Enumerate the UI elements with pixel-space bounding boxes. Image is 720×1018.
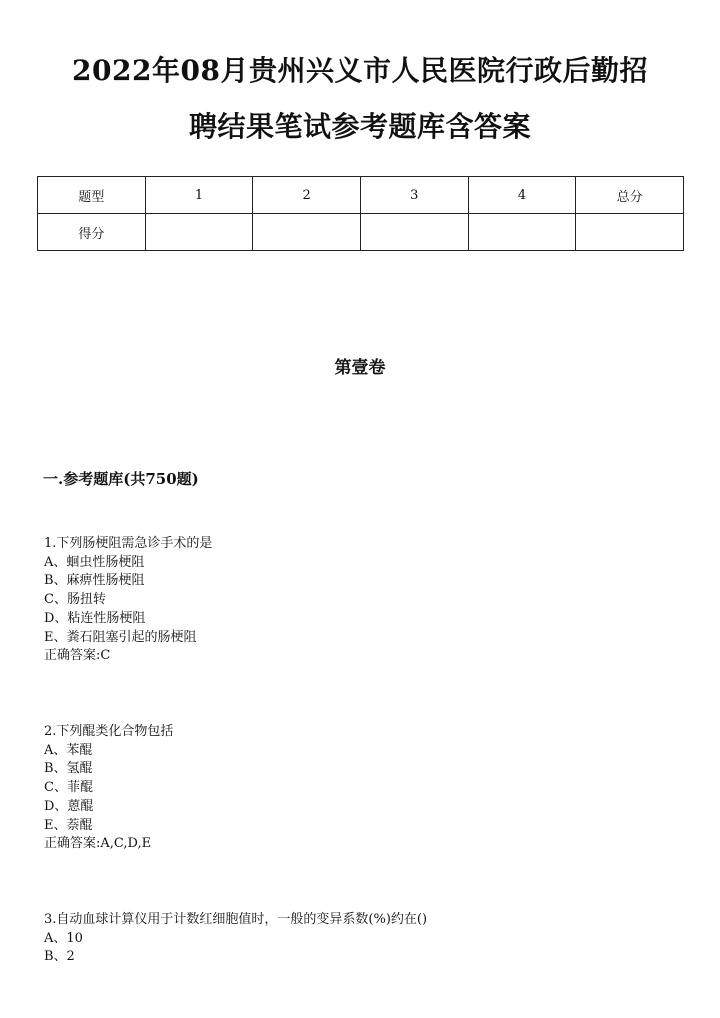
score-table-cell: 3 (360, 177, 468, 214)
score-table-cell (253, 214, 361, 251)
question-stem: 3.自动血球计算仪用于计数红细胞值时，一般的变异系数(%)约在() (44, 912, 428, 927)
question-option: E、粪石阻塞引起的肠梗阻 (44, 629, 197, 645)
document-title-line-1: 2022年08月贵州兴义市人民医院行政后勤招 (72, 54, 648, 87)
question-3 (44, 911, 427, 967)
score-table-cell (145, 214, 253, 251)
question-option: C、菲醌 (44, 780, 93, 796)
question-option: A、苯醌 (44, 742, 93, 758)
volume-label: 第壹卷 (334, 358, 386, 378)
score-table-cell: 1 (145, 177, 253, 214)
score-table-cell (576, 214, 684, 251)
question-stem: 2.下列醌类化合物包括 (44, 724, 174, 739)
score-table (37, 176, 684, 251)
score-table-cell: 得分 (38, 214, 146, 251)
score-table-cell (360, 214, 468, 251)
question-option: D、粘连性肠梗阻 (44, 610, 146, 626)
question-stem: 1.下列肠梗阻需急诊手术的是 (44, 536, 213, 551)
question-option: B、2 (44, 949, 75, 965)
question-2 (44, 723, 173, 854)
score-table-cell: 题型 (38, 177, 146, 214)
score-table-cell (468, 214, 576, 251)
question-option: A、10 (44, 930, 83, 946)
score-table-cell: 2 (253, 177, 361, 214)
question-option: C、肠扭转 (44, 592, 106, 608)
question-1 (44, 535, 212, 666)
score-table-cell: 4 (468, 177, 576, 214)
question-option: B、麻痹性肠梗阻 (44, 573, 145, 589)
question-answer: 正确答案:A,C,D,E (44, 836, 152, 852)
question-answer: 正确答案:C (44, 648, 111, 664)
score-table-header-row (38, 177, 684, 214)
score-table-score-row (38, 214, 684, 251)
question-option: E、萘醌 (44, 817, 93, 833)
question-option: D、蒽醌 (44, 798, 94, 814)
document-title-line-2: 聘结果笔试参考题库含答案 (188, 110, 531, 143)
score-table-cell: 总分 (576, 177, 684, 214)
question-option: A、蛔虫性肠梗阻 (44, 554, 145, 570)
question-option: B、氢醌 (44, 761, 93, 777)
section-heading: 一.参考题库(共750题) (43, 470, 199, 488)
